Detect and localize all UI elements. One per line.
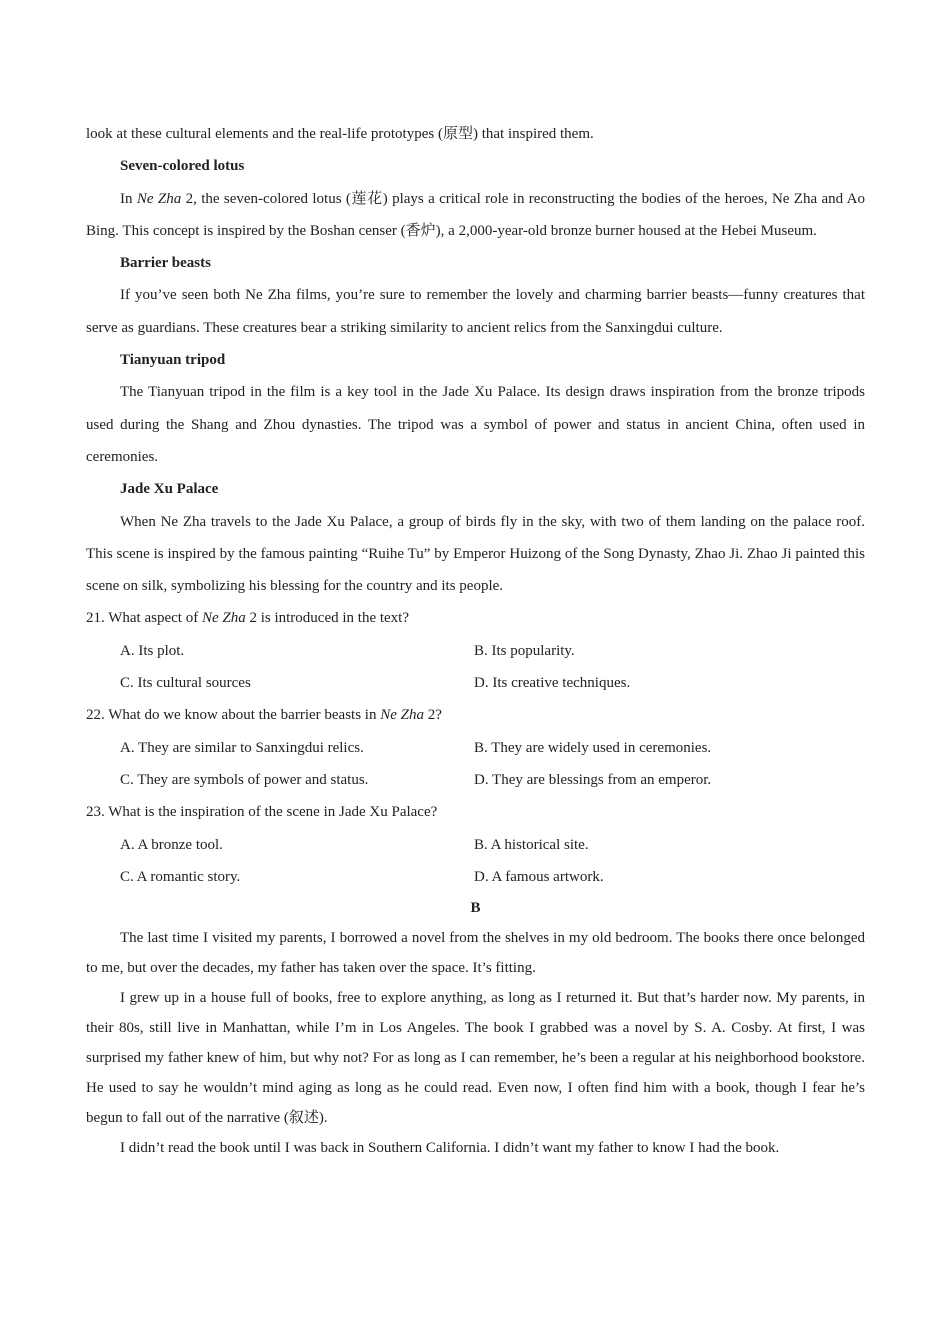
option-21-c[interactable]: C. Its cultural sources bbox=[120, 675, 251, 692]
option-22-a[interactable]: A. They are similar to Sanxingdui relics. bbox=[120, 739, 364, 756]
text-run: 2? bbox=[424, 707, 442, 724]
option-22-d[interactable]: D. They are blessings from an emperor. bbox=[474, 771, 712, 788]
question-23-options bbox=[86, 829, 865, 894]
section-heading-barrier-beasts: Barrier beasts bbox=[120, 255, 211, 272]
section-heading-jade-xu-palace: Jade Xu Palace bbox=[120, 481, 219, 498]
question-21 bbox=[86, 602, 865, 634]
film-title-italic: Ne Zha bbox=[136, 190, 182, 207]
section-heading-tianyuan-tripod: Tianyuan tripod bbox=[120, 352, 226, 369]
passage-b-paragraph-3: I didn’t read the book until I was back in Southern California. I didn’t want my father to know I had the book. bbox=[120, 1140, 780, 1157]
text-run: 2, the seven-colored lotus (莲花) plays a critical role in reconstructing the bodies of the heroes, Ne Zha and Ao Bing. This concept is inspired by the Boshan censer (香炉), a 2,000-year-old bronze burner housed at the Hebei Museum. bbox=[86, 190, 865, 239]
text-run: 22. What do we know about the barrier beasts in bbox=[86, 707, 381, 724]
text-run: 21. What aspect of bbox=[86, 610, 202, 627]
option-23-b[interactable]: B. A historical site. bbox=[474, 836, 589, 853]
section-heading-lotus: Seven-colored lotus bbox=[120, 158, 245, 175]
section-text-jade-xu-palace: When Ne Zha travels to the Jade Xu Palace, a group of birds fly in the sky, with two of them landing on the palace roof. This scene is inspired by the famous painting “Ruihe Tu” by Emperor Huizong of the Song Dynasty, Zhao Ji. Zhao Ji painted this scene on silk, symbolizing his blessing for the country and its people. bbox=[86, 513, 865, 595]
text-run: In bbox=[120, 190, 137, 207]
option-23-d[interactable]: D. A famous artwork. bbox=[474, 868, 604, 885]
section-text-barrier-beasts: If you’ve seen both Ne Zha films, you’re sure to remember the lovely and charming barrier beasts—funny creatures that serve as guardians. These creatures bear a striking similarity to ancient relics from the Sanxingdui culture. bbox=[86, 287, 865, 336]
passage-b-paragraph-2: I grew up in a house full of books, free to explore anything, as long as I returned it. But that’s harder now. My parents, in their 80s, still live in Manhattan, while I’m in Los Angeles. The book I grabbed was a novel by S. A. Cosby. At first, I was surprised my father knew of him, but why not? For as long as I can remember, he’s been a regular at his neighborhood bookstore. He used to say he wouldn’t mind aging as long as he could read. Even now, I often find him with a book, though I fear he’s begun to fall out of the narrative (叙述). bbox=[86, 990, 865, 1127]
passage-b-label: B bbox=[470, 900, 481, 917]
question-22 bbox=[86, 699, 865, 731]
text-run: 2 is introduced in the text? bbox=[245, 610, 409, 627]
option-23-c[interactable]: C. A romantic story. bbox=[120, 868, 241, 885]
film-title-italic: Ne Zha bbox=[380, 707, 424, 724]
option-23-a[interactable]: A. A bronze tool. bbox=[120, 836, 223, 853]
section-text-tianyuan-tripod: The Tianyuan tripod in the film is a key tool in the Jade Xu Palace. Its design draws inspiration from the bronze tripods used during the Shang and Zhou dynasties. The tripod was a symbol of power and status in ancient China, often used in ceremonies. bbox=[86, 384, 865, 465]
passage-a-lead: look at these cultural elements and the real-life prototypes (原型) that inspired them. bbox=[86, 126, 594, 142]
option-22-b[interactable]: B. They are widely used in ceremonies. bbox=[474, 739, 712, 756]
film-title-italic: Ne Zha bbox=[201, 610, 246, 627]
page-content bbox=[86, 118, 865, 1163]
passage-b-paragraph-1: The last time I visited my parents, I borrowed a novel from the shelves in my old bedroom. The books there once belonged to me, but over the decades, my father has taken over the space. It’s fitting. bbox=[86, 930, 865, 977]
option-21-a[interactable]: A. Its plot. bbox=[120, 642, 185, 659]
question-22-options bbox=[86, 732, 865, 797]
option-21-d[interactable]: D. Its creative techniques. bbox=[474, 675, 631, 692]
option-21-b[interactable]: B. Its popularity. bbox=[474, 642, 575, 659]
question-21-options bbox=[86, 635, 865, 700]
question-23: 23. What is the inspiration of the scene in Jade Xu Palace? bbox=[86, 804, 438, 821]
option-22-c[interactable]: C. They are symbols of power and status. bbox=[120, 771, 369, 788]
section-text-lotus bbox=[86, 183, 865, 248]
